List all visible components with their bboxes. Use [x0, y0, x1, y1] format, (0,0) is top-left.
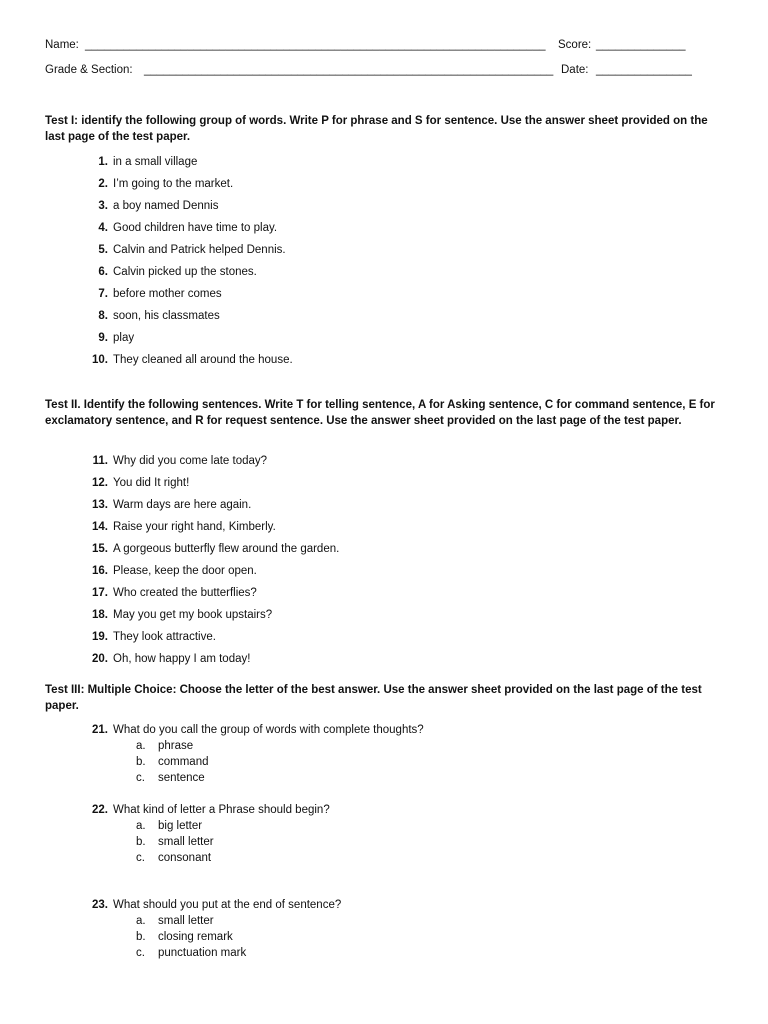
item-number: 10. [92, 354, 108, 366]
question-number: 22. [92, 804, 108, 816]
test3-questions [86, 722, 706, 961]
item-text: I’m going to the market. [113, 178, 234, 190]
name-line[interactable]: ________________________________________________________________________ [85, 39, 546, 51]
question-row [86, 897, 706, 913]
item-number: 6. [98, 266, 108, 278]
list-item [86, 563, 706, 585]
list-item [86, 651, 706, 673]
question-row [86, 802, 706, 818]
answer-option [86, 945, 706, 961]
question-number: 21. [92, 724, 108, 736]
item-number: 11. [92, 455, 108, 467]
item-text: a boy named Dennis [113, 200, 219, 212]
list-item [86, 286, 706, 308]
item-text: Raise your right hand, Kimberly. [113, 521, 276, 533]
grade-section-line[interactable]: ________________________________________________________________ [144, 64, 554, 76]
item-number: 5. [98, 244, 108, 256]
list-item [86, 352, 706, 374]
list-item [86, 330, 706, 352]
list-item [86, 264, 706, 286]
item-text: Good children have time to play. [113, 222, 278, 234]
test2-instructions: Test II. Identify the following sentences. Write T for telling sentence, A for Asking sentence, C for command sentence, E for exclamatory sentence, and R for request sentence. Use the answer sheet provided on the last page of the test paper. [45, 399, 715, 427]
item-number: 19. [92, 631, 108, 643]
item-number: 9. [98, 332, 108, 344]
item-text: They cleaned all around the house. [113, 354, 293, 366]
question-row [86, 722, 706, 738]
question-text: What do you call the group of words with complete thoughts? [113, 724, 424, 736]
list-item [86, 453, 706, 475]
item-text: Why did you come late today? [113, 455, 268, 467]
option-letter: c. [136, 852, 145, 864]
list-item [86, 198, 706, 220]
item-text: Who created the butterflies? [113, 587, 257, 599]
answer-option [86, 818, 706, 834]
answer-option [86, 850, 706, 866]
question-text: What should you put at the end of sentence? [113, 899, 342, 911]
list-item [86, 242, 706, 264]
name-row [45, 39, 705, 55]
item-text: before mother comes [113, 288, 222, 300]
item-text: A gorgeous butterfly flew around the garden. [113, 543, 340, 555]
score-label: Score: [558, 39, 592, 51]
list-item [86, 154, 706, 176]
option-text: small letter [158, 836, 214, 848]
list-item [86, 220, 706, 242]
option-text: small letter [158, 915, 214, 927]
option-text: sentence [158, 772, 205, 784]
option-text: consonant [158, 852, 212, 864]
answer-option [86, 913, 706, 929]
mc-question [86, 897, 706, 961]
item-number: 17. [92, 587, 108, 599]
option-text: command [158, 756, 209, 768]
list-item [86, 176, 706, 198]
item-number: 13. [92, 499, 108, 511]
option-letter: b. [136, 931, 146, 943]
mc-question [86, 802, 706, 866]
item-text: They look attractive. [113, 631, 216, 643]
question-text: What kind of letter a Phrase should begin? [113, 804, 330, 816]
item-number: 14. [92, 521, 108, 533]
item-number: 4. [98, 222, 108, 234]
item-number: 7. [98, 288, 108, 300]
list-item [86, 629, 706, 651]
item-number: 15. [92, 543, 108, 555]
score-line[interactable]: ______________ [596, 39, 686, 51]
item-text: Please, keep the door open. [113, 565, 257, 577]
item-text: Calvin and Patrick helped Dennis. [113, 244, 286, 256]
test1-instructions: Test I: identify the following group of words. Write P for phrase and S for sentence. Use the answer sheet provided on the last page of the test paper. [45, 115, 708, 143]
test1-list [86, 154, 706, 374]
item-text: soon, his classmates [113, 310, 220, 322]
option-letter: a. [136, 915, 146, 927]
list-item [86, 541, 706, 563]
item-text: Warm days are here again. [113, 499, 252, 511]
item-number: 18. [92, 609, 108, 621]
item-text: in a small village [113, 156, 198, 168]
item-number: 8. [98, 310, 108, 322]
option-letter: a. [136, 740, 146, 752]
date-line[interactable]: _______________ [596, 64, 692, 76]
item-number: 16. [92, 565, 108, 577]
option-text: closing remark [158, 931, 233, 943]
item-number: 12. [92, 477, 108, 489]
answer-option [86, 738, 706, 754]
grade-row [45, 64, 705, 80]
name-label: Name: [45, 39, 79, 51]
list-item [86, 519, 706, 541]
list-item [86, 475, 706, 497]
option-letter: b. [136, 836, 146, 848]
item-text: Oh, how happy I am today! [113, 653, 251, 665]
option-letter: c. [136, 947, 145, 959]
answer-option [86, 929, 706, 945]
option-text: big letter [158, 820, 203, 832]
item-text: May you get my book upstairs? [113, 609, 273, 621]
item-text: You did It right! [113, 477, 190, 489]
answer-option [86, 834, 706, 850]
item-text: play [113, 332, 135, 344]
answer-option [86, 754, 706, 770]
item-number: 3. [98, 200, 108, 212]
list-item [86, 607, 706, 629]
item-text: Calvin picked up the stones. [113, 266, 257, 278]
list-item [86, 308, 706, 330]
item-number: 1. [98, 156, 108, 168]
question-number: 23. [92, 899, 108, 911]
date-label: Date: [561, 64, 589, 76]
list-item [86, 497, 706, 519]
mc-question [86, 722, 706, 786]
item-number: 2. [98, 178, 108, 190]
list-item [86, 585, 706, 607]
option-letter: c. [136, 772, 145, 784]
option-letter: a. [136, 820, 146, 832]
test2-list [86, 453, 706, 673]
option-text: punctuation mark [158, 947, 247, 959]
item-number: 20. [92, 653, 108, 665]
test3-instructions: Test III: Multiple Choice: Choose the letter of the best answer. Use the answer sheet provided on the last page of the test paper. [45, 684, 702, 712]
answer-option [86, 770, 706, 786]
option-letter: b. [136, 756, 146, 768]
option-text: phrase [158, 740, 194, 752]
grade-section-label: Grade & Section: [45, 64, 133, 76]
